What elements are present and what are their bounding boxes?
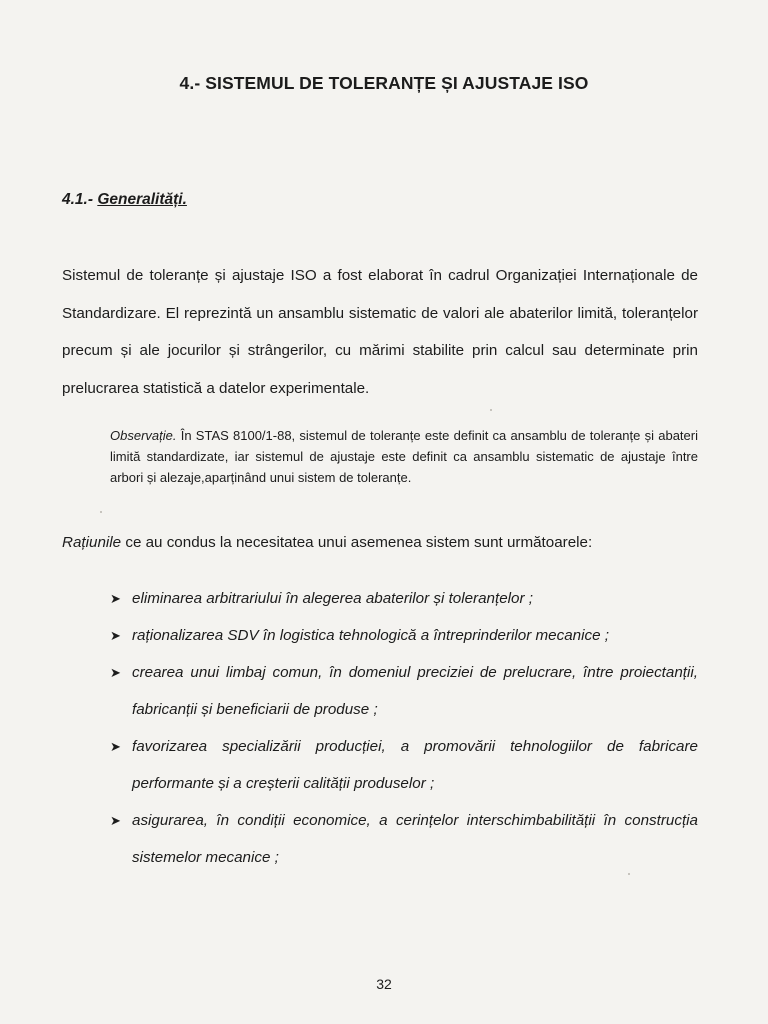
page-number: 32 xyxy=(376,976,392,992)
list-item xyxy=(110,580,698,617)
reasons-lead-word: Rațiunile xyxy=(62,534,122,551)
arrow-bullet-icon: ➤ xyxy=(110,591,121,606)
scan-speck xyxy=(490,409,492,411)
scan-speck xyxy=(628,873,630,875)
list-item-text: crearea unui limbaj comun, în domeniul preciziei de prelucrare, între proiectanții, fabricanții și beneficiarii de produse ; xyxy=(132,664,698,718)
arrow-bullet-icon: ➤ xyxy=(110,665,121,680)
observation-label: Observație. xyxy=(110,428,177,443)
observation-text: În STAS 8100/1-88, sistemul de toleranțe este definit ca ansamblu de toleranțe și abateri limită standardizate, iar sistemul de ajustaje este definit ca ansamblu sistematic de ajustaje între arbori și alezaje,aparținând unui sistem de toleranțe. xyxy=(110,428,698,485)
reasons-intro xyxy=(62,534,592,551)
list-item xyxy=(110,617,698,654)
list-item-text: eliminarea arbitrariului în alegerea abaterilor și toleranțelor ; xyxy=(132,590,533,607)
section-name: Generalități. xyxy=(97,191,187,208)
list-item-text: raționalizarea SDV în logistica tehnologică a întreprinderilor mecanice ; xyxy=(132,627,609,644)
arrow-bullet-icon: ➤ xyxy=(110,813,121,828)
arrow-bullet-icon: ➤ xyxy=(110,628,121,643)
list-item-text: asigurarea, în condiții economice, a cerințelor interschimbabilității în construcția sistemelor mecanice ; xyxy=(132,812,698,866)
section-number: 4.1.- xyxy=(62,191,94,208)
chapter-title: 4.- SISTEMUL DE TOLERANȚE ȘI AJUSTAJE ISO xyxy=(179,73,589,93)
observation-note xyxy=(110,425,698,488)
scan-speck xyxy=(100,511,102,513)
list-item xyxy=(110,802,698,876)
list-item xyxy=(110,654,698,728)
intro-paragraph: Sistemul de toleranțe și ajustaje ISO a fost elaborat în cadrul Organizației Internaționale de Standardizare. El reprezintă un ansamblu sistematic de valori ale abaterilor limită, toleranțelor precum și ale jocurilor și strângerilor, cu mărimi stabilite prin calcul sau determinate prin prelucrarea statistică a datelor experimentale. xyxy=(62,267,698,397)
arrow-bullet-icon: ➤ xyxy=(110,739,121,754)
list-item xyxy=(110,728,698,802)
reasons-list xyxy=(110,580,698,876)
reasons-intro-text: ce au condus la necesitatea unui asemenea sistem sunt următoarele: xyxy=(125,534,593,551)
list-item-text: favorizarea specializării producției, a promovării tehnologiilor de fabricare performante și a creșterii calității produselor ; xyxy=(132,738,698,792)
section-heading xyxy=(62,191,187,209)
